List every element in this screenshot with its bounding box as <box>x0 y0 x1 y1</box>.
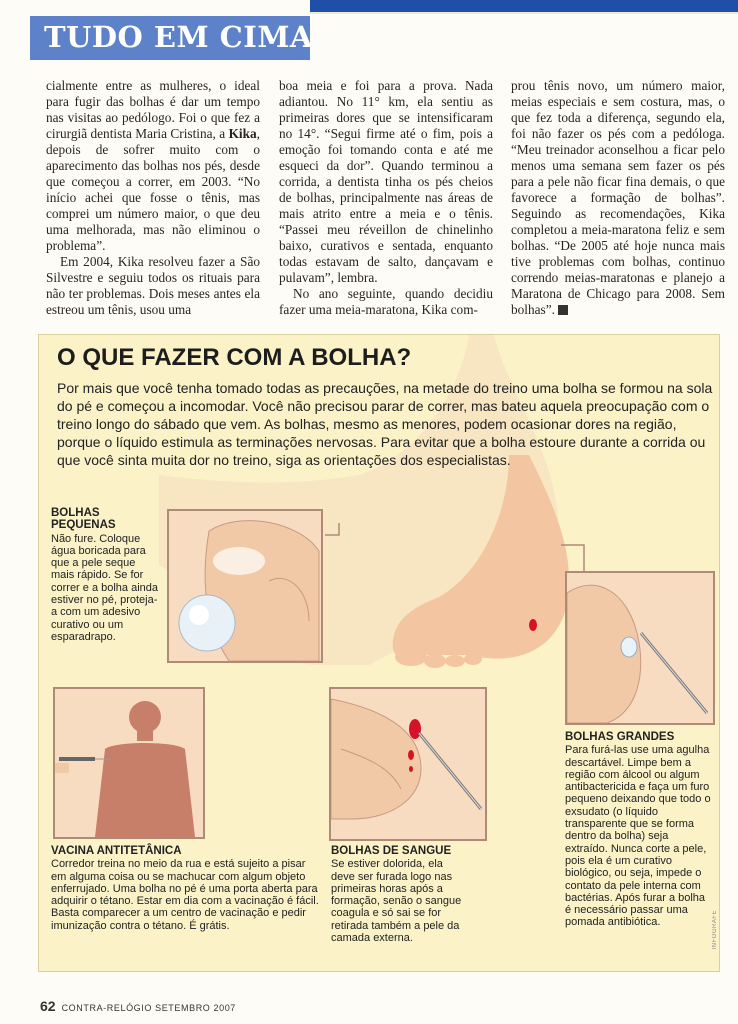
text-run: , depois de sofrer muito com o aparecimento das bolhas nos pés, desde que começou a correr, em 2003. “No início achei que fosse o tênis, mas comprei um número maior, o que deu uma melhorada, mas não eliminou o problema”. <box>46 126 260 253</box>
toe-cotton-icon <box>169 511 321 661</box>
top-color-bar <box>310 0 738 12</box>
article-paragraph: No ano seguinte, quando decidiu fazer uma meia-maratona, Kika com- <box>279 286 493 317</box>
article-column-3 <box>511 78 725 318</box>
page-number: 62 <box>40 998 56 1014</box>
article-paragraph: Em 2004, Kika resolveu fazer a São Silvestre e seguiu todos os rituais para não ter problemas. Dois meses antes ela estreou um tênis, usou uma <box>46 254 260 317</box>
publication-info: CONTRA-RELÓGIO SETEMBRO 2007 <box>61 1003 236 1013</box>
needle-heel-icon <box>567 573 713 723</box>
infographic-box <box>38 334 720 972</box>
box-title: O QUE FAZER COM A BOLHA? <box>57 344 412 371</box>
legend-title: BOLHAS GRANDES <box>565 731 675 743</box>
legend-vaccine <box>51 845 323 932</box>
box-intro-text: Por mais que você tenha tomado todas as precauções, na metade do treino uma bolha se formou na sola do pé e começou a incomodar. Você não precisou parar de correr, mas bateu aquela preocupação com o treino longo do sábado que vem. As bolhas, mesmo as menores, podem ocasionar dores na região, porque o líquido estimula as terminações nervosas. Para evitar que a bolha estoure durante a corrida ou que você sinta muita dor no treino, siga as orientações dos especialistas. <box>57 380 713 468</box>
legend-text: Se estiver dolorida, ela deve ser furada logo nas primeiras horas após a formação, senão o sangue coagula e só sai se for retirada também a pele da camada externa. <box>331 858 462 945</box>
needle-blood-icon <box>331 689 485 839</box>
article-column-2 <box>279 78 493 318</box>
vaccine-body-icon <box>55 689 203 837</box>
illustration-large-blister <box>565 571 715 725</box>
page-footer <box>40 998 236 1014</box>
top-color-stripe <box>310 12 738 14</box>
legend-text: Corredor treina no meio da rua e está sujeito a pisar em alguma coisa ou se machucar com algum objeto enferrujado. Uma bolha no pé é uma porta aberta para adquirir o tétano. Estar em dia com a vacinação é fácil. Basta comparecer a um centro de vacinação e pedir imunização contra o tétano. É grátis. <box>51 858 319 932</box>
legend-title: VACINA ANTITETÂNICA <box>51 845 182 857</box>
legend-small-blisters <box>51 507 159 643</box>
illustration-blood-blister <box>329 687 487 841</box>
legend-text: Não fure. Coloque água boricada para que a pele seque mais rápido. Se for correr e a bolha ainda estiver no pé, proteja-a com um adesivo curativo ou um esparadrapo. <box>51 532 159 643</box>
legend-title: BOLHAS DE SANGUE <box>331 845 452 857</box>
article-paragraph: boa meia e foi para a prova. Nada adiantou. No 11° km, ela sentiu as primeiras dores que se intensificaram no 14°. “Segui firme até o fim, pois a emoção foi tomando conta e até me esqueci da dor”. Quando terminou a corrida, a dentista tinha os pés cheios de bolhas, principalmente nas áreas de mais atrito entre a meia e o tênis. “Passei meu réveillon de chinelinho baixo, curativos e sentada, enquanto todas estavam de salto, dançavam e pulavam”, lembra. <box>279 78 493 285</box>
bold-name: Kika <box>228 126 257 141</box>
illustration-credit: INFOGRAFE <box>712 910 718 950</box>
text-run: cialmente entre as mulheres, o ideal para fugir das bolhas é dar um tempo nas visitas ao pedólogo. Foi o que fez a cirurgiã dentista Maria Cristina, a <box>46 78 260 141</box>
section-title: TUDO EM CIMA <box>44 20 313 54</box>
section-header <box>30 16 313 60</box>
illustration-vaccine <box>53 687 205 839</box>
article-paragraph <box>46 78 260 254</box>
legend-blood-blisters <box>331 845 467 944</box>
legend-title: BOLHAS PEQUENAS <box>51 507 116 532</box>
article-column-1 <box>46 78 260 318</box>
illustration-small-blister <box>167 509 323 663</box>
article-paragraph <box>511 78 725 318</box>
legend-large-blisters <box>565 731 711 929</box>
legend-text: Para furá-las use uma agulha descartável. Limpe bem a região com álcool ou algum antibactericida e faça um furo pequeno deixando que todo o exsudato (o líquido transparente que se forma dentro da bolha) seja extraído. Nunca corte a pele, pois ela é um curativo biológico, ou seja, impede o contato da pele interna com bactérias. Após furar a bolha é necessário passar uma pomada antibiótica. <box>565 744 711 929</box>
text-run: prou tênis novo, um número maior, meias especiais e sem costura, mas, o que fez toda a diferença, segundo ela, foi não fazer os pés com a pedóloga. “Meu treinador aconselhou a ficar pelo menos uma semana sem fazer os pés para a pele não ficar fina demais, o que favorece a formação de bolhas”. Seguindo as recomendações, Kika completou a meia-maratona feliz e sem bolhas. “De 2005 até hoje nunca mais tive problemas com bolhas, continuo correndo meias-maratonas e planejo a Maratona de Chicago para 2008. Sem bolhas”. <box>511 78 725 317</box>
end-mark-icon <box>558 305 568 315</box>
